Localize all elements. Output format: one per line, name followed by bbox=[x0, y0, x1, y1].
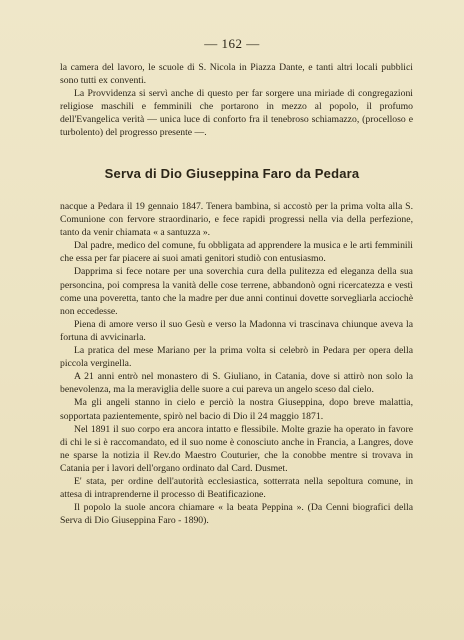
body-paragraph: E' stata, per ordine dell'autorità ecclesiastica, sotterrata nella sepoltura comune, in attesa di intraprenderne il processo di Beatificazione. bbox=[60, 475, 413, 501]
intro-paragraph: la camera del lavoro, le scuole di S. Nicola in Piazza Dante, e tanti altri locali pubblici sono tutti ex conventi. bbox=[60, 62, 413, 87]
body-paragraph: Ma gli angeli stanno in cielo e perciò la nostra Giuseppina, dopo breve malattia, sopportata pazientemente, spirò nel bacio di Dio il 24 maggio 1871. bbox=[60, 397, 413, 422]
section-title: Serva di Dio Giuseppina Faro da Pedara bbox=[104, 166, 360, 181]
body-paragraph: nacque a Pedara il 19 gennaio 1847. Tenera bambina, si accostò per la prima volta alla S. Comunione con fervore straordinario, e fece rapidi progressi nella via della perfezione, tanto da venir chiamata « a santuzza ». bbox=[60, 201, 413, 239]
body-paragraph: La pratica del mese Mariano per la prima volta si celebrò in Pedara per opera della piccola verginella. bbox=[60, 345, 413, 370]
body-paragraph: A 21 anni entrò nel monastero di S. Giuliano, in Catania, dove si attirò non solo la benevolenza, ma la meraviglia delle suore a cui pareva un angelo sceso dal cielo. bbox=[60, 371, 413, 396]
body-paragraph: Piena di amore verso il suo Gesù e verso la Madonna vi trascinava chiunque aveva la fortuna di avvicinarla. bbox=[60, 318, 413, 343]
intro-paragraph: La Provvidenza si servì anche di questo per far sorgere una miriade di congregazioni religiose maschili e femminili che portarono in mezzo al popolo, il profumo dell'Evangelica verità — unica luce di conforto fra il tenebroso schiamazzo, (procelloso e turbolento) del progresso presente —. bbox=[60, 88, 413, 139]
body-paragraph: Nel 1891 il suo corpo era ancora intatto e flessibile. Molte grazie ha operato in favore di chi le si è raccomandato, ed il suo nome è conosciuto anche in Francia, a Langres, dove ne sparse la notizia il Rev.do Maestro Couturier, che la conobbe mentre si trovava in Catania per i lavori dell'organo ordinato dal Card. Dusmet. bbox=[60, 423, 413, 474]
page-number: — 162 — bbox=[204, 36, 260, 51]
body-paragraph: Dal padre, medico del comune, fu obbligata ad apprendere la musica e le arti femminili che essa per far piacere ai suoi amati genitori studiò con entusiasmo. bbox=[60, 240, 413, 265]
body-paragraph: Dapprima si fece notare per una soverchia cura della pulitezza ed eleganza della sua personcina, poi compresa la vanità delle cose terrene, abbandonò ogni ricercatezza e vestì come una poveretta, tanto che la madre per due anni continui dovette sorvegliarla acciochè non eccedesse. bbox=[60, 266, 413, 317]
body-paragraph: Il popolo la suole ancora chiamare « la beata Peppina ». (Da Cenni biografici della Serva di Dio Giuseppina Faro - 1890). bbox=[60, 502, 413, 527]
body-text bbox=[60, 200, 413, 527]
intro-text bbox=[60, 61, 413, 140]
